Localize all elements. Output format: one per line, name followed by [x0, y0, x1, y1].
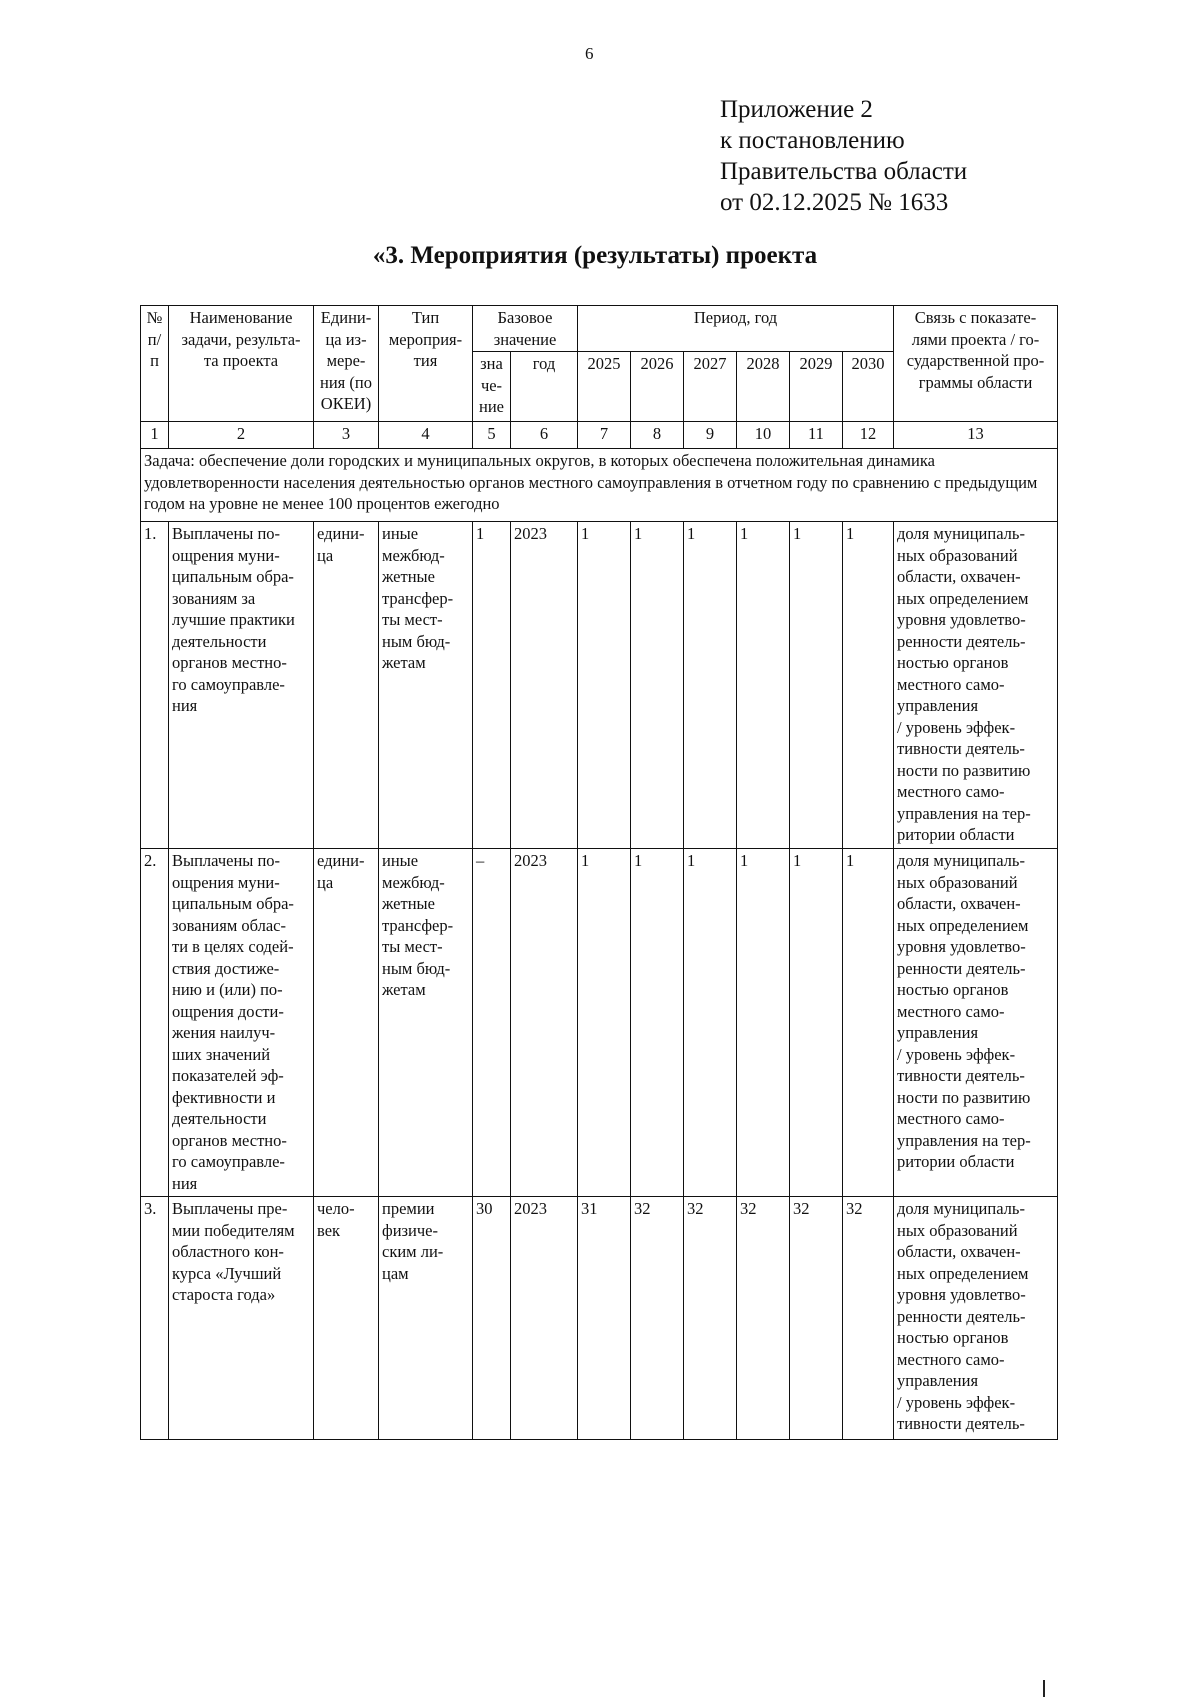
scan-mark	[1043, 1680, 1045, 1697]
column-number: 9	[684, 422, 737, 449]
row-base-year: 2023	[511, 522, 578, 849]
header-base-year: год	[511, 352, 578, 422]
row-unit: едини- ца	[314, 849, 379, 1197]
row-year-value: 1	[631, 522, 684, 849]
row-unit: едини- ца	[314, 522, 379, 849]
header-year: 2027	[684, 352, 737, 422]
header-year: 2030	[843, 352, 894, 422]
row-base-year: 2023	[511, 1197, 578, 1440]
table-row	[141, 1197, 1058, 1440]
row-year-value: 1	[578, 849, 631, 1197]
header-unit: Едини- ца из- мере- ния (по ОКЕИ)	[314, 306, 379, 422]
section-title	[0, 242, 1200, 270]
header-type: Тип мероприя- тия	[379, 306, 473, 422]
row-year-value: 32	[843, 1197, 894, 1440]
column-number: 2	[169, 422, 314, 449]
column-number: 11	[790, 422, 843, 449]
row-num: 3.	[141, 1197, 169, 1440]
row-link: доля муниципаль- ных образований области, охвачен- ных определением уровня удовлетво- ренности деятель- ностью органов местного само- управления / уровень эффек- тивности деятель-	[894, 1197, 1058, 1440]
table-row	[141, 522, 1058, 849]
row-year-value: 1	[843, 522, 894, 849]
header-year: 2026	[631, 352, 684, 422]
column-number: 10	[737, 422, 790, 449]
row-name: Выплачены пре- мии победителям областного кон- курса «Лучший староста года»	[169, 1197, 314, 1440]
column-number: 13	[894, 422, 1058, 449]
row-num: 1.	[141, 522, 169, 849]
column-number: 5	[473, 422, 511, 449]
activities-table	[140, 305, 1058, 1440]
row-type: премии физиче- ским ли- цам	[379, 1197, 473, 1440]
header-num: № п/п	[141, 306, 169, 422]
table-row	[141, 849, 1058, 1197]
row-unit: чело- век	[314, 1197, 379, 1440]
header-link: Связь с показате- лями проекта / го- сударственной про- граммы области	[894, 306, 1058, 422]
column-number: 8	[631, 422, 684, 449]
row-year-value: 1	[684, 522, 737, 849]
row-type: иные межбюд- жетные трансфер- ты мест- ным бюд- жетам	[379, 849, 473, 1197]
row-base-value: –	[473, 849, 511, 1197]
page-number: 6	[585, 44, 594, 63]
row-name: Выплачены по- ощрения муни- ципальным обра- зованиям облас- ти в целях содей- ствия достиже- нию и (или) по- ощрения дости- жения наилуч- ших значений показателей эф- фективности и деятельности органов местно- го самоуправле- ния	[169, 849, 314, 1197]
header-period: Период, год	[578, 306, 894, 352]
row-base-value: 1	[473, 522, 511, 849]
task-row: Задача: обеспечение доли городских и муниципальных округов, в которых обеспечена положительная динамика удовлетворенности населения деятельностью органов местного самоуправления в отчетном году по сравнению с предыдущим годом на уровне не менее 100 процентов ежегодно	[141, 449, 1058, 522]
appendix-line: от 02.12.2025 № 1633	[720, 189, 949, 216]
row-year-value: 1	[578, 522, 631, 849]
appendix-line: Правительства области	[720, 158, 968, 185]
row-num: 2.	[141, 849, 169, 1197]
row-year-value: 32	[684, 1197, 737, 1440]
column-number: 7	[578, 422, 631, 449]
header-name: Наименование задачи, результа- та проекта	[169, 306, 314, 422]
header-year: 2029	[790, 352, 843, 422]
column-number: 3	[314, 422, 379, 449]
section-title-text: «3. Мероприятия (результаты) проекта	[372, 242, 818, 269]
row-type: иные межбюд- жетные трансфер- ты мест- ным бюд- жетам	[379, 522, 473, 849]
header-year: 2028	[737, 352, 790, 422]
row-year-value: 31	[578, 1197, 631, 1440]
column-number: 12	[843, 422, 894, 449]
appendix-note	[720, 94, 967, 218]
row-base-year: 2023	[511, 849, 578, 1197]
row-year-value: 32	[790, 1197, 843, 1440]
row-year-value: 1	[737, 522, 790, 849]
header-year: 2025	[578, 352, 631, 422]
row-year-value: 32	[737, 1197, 790, 1440]
row-year-value: 1	[843, 849, 894, 1197]
header-base: Базовое значение	[473, 306, 578, 352]
row-base-value: 30	[473, 1197, 511, 1440]
row-year-value: 1	[790, 849, 843, 1197]
row-year-value: 32	[631, 1197, 684, 1440]
row-year-value: 1	[790, 522, 843, 849]
appendix-line: к постановлению	[720, 127, 905, 154]
row-link: доля муниципаль- ных образований области, охвачен- ных определением уровня удовлетво- ренности деятель- ностью органов местного само- управления / уровень эффек- тивности деятель- ности по развитию местного само- управления на тер- ритории области	[894, 522, 1058, 849]
column-number: 6	[511, 422, 578, 449]
row-link: доля муниципаль- ных образований области, охвачен- ных определением уровня удовлетво- ренности деятель- ностью органов местного само- управления / уровень эффек- тивности деятель- ности по развитию местного само- управления на тер- ритории области	[894, 849, 1058, 1197]
row-year-value: 1	[737, 849, 790, 1197]
row-year-value: 1	[631, 849, 684, 1197]
row-year-value: 1	[684, 849, 737, 1197]
row-name: Выплачены по- ощрения муни- ципальным обра- зованиям за лучшие практики деятельности органов местно- го самоуправле- ния	[169, 522, 314, 849]
header-base-value: зна че- ние	[473, 352, 511, 422]
column-number: 1	[141, 422, 169, 449]
column-number: 4	[379, 422, 473, 449]
appendix-line: Приложение 2	[720, 96, 873, 123]
